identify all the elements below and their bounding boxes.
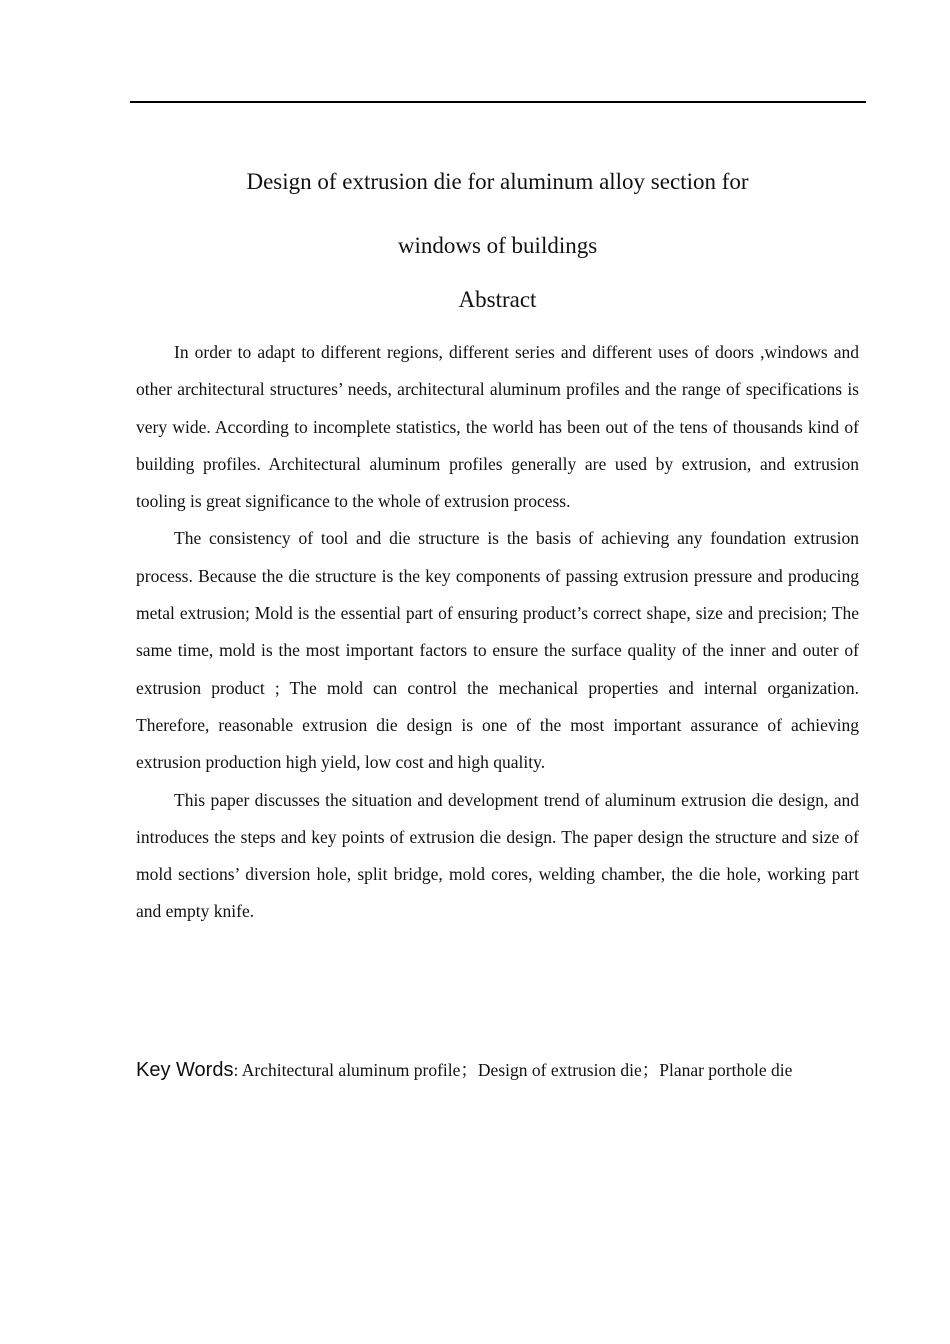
keyword-item: Design of extrusion die	[477, 1060, 642, 1080]
abstract-paragraph-1: In order to adapt to different regions, different series and different uses of doors ,windows and other architectural structures’ needs, architectural aluminum profiles and the range of specifications is very wide. According to incomplete statistics, the world has been out of the tens of thousands kind of building profiles. Architectural aluminum profiles generally are used by extrusion, and extrusion tooling is great significance to the whole of extrusion process.	[136, 342, 859, 512]
document-title	[136, 150, 859, 278]
keywords-label: Key Words	[136, 1059, 234, 1081]
keywords-line	[136, 1052, 876, 1090]
keyword-item: Planar porthole die	[659, 1060, 793, 1080]
keyword-delimiter: ；	[641, 1060, 660, 1080]
keyword-item: Architectural aluminum profile	[241, 1060, 461, 1080]
abstract-body	[136, 334, 859, 931]
keywords-separator: :	[233, 1060, 242, 1080]
abstract-paragraph-2: The consistency of tool and die structure is the basis of achieving any foundation extrusion process. Because the die structure is the key components of passing extrusion pressure and producing metal extrusion; Mold is the essential part of ensuring product’s correct shape, size and precision; The same time, mold is the most important factors to ensure the surface quality of the inner and outer of extrusion product ; The mold can control the mechanical properties and internal organization. Therefore, reasonable extrusion die design is one of the most important assurance of achieving extrusion production high yield, low cost and high quality.	[136, 528, 859, 773]
header-rule	[130, 101, 866, 103]
abstract-paragraph-3: This paper discusses the situation and development trend of aluminum extrusion die design, and introduces the steps and key points of extrusion die design. The paper design the structure and size of mold sections’ diversion hole, split bridge, mold cores, welding chamber, the die hole, working part and empty knife.	[136, 789, 859, 922]
title-line-2: windows of buildings	[397, 233, 598, 258]
abstract-heading: Abstract	[458, 287, 537, 312]
keyword-delimiter: ；	[460, 1060, 478, 1080]
title-line-1: Design of extrusion die for aluminum alloy section for	[246, 169, 749, 194]
